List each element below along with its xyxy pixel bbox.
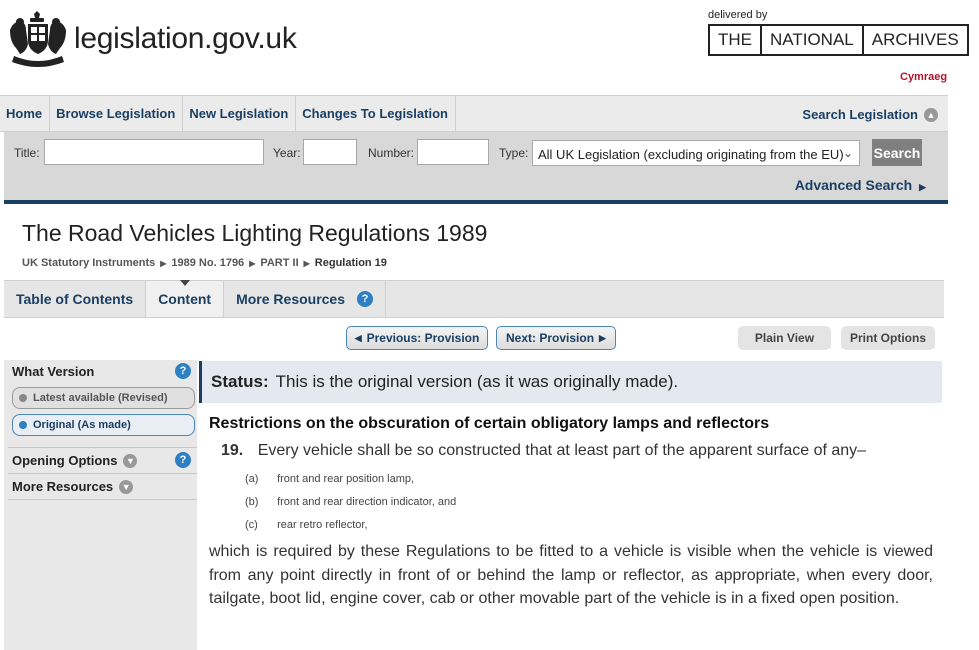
status-label: Status: bbox=[211, 372, 269, 391]
nav-item-new[interactable]: New Legislation bbox=[183, 95, 296, 132]
regulation-number: 19. bbox=[221, 442, 244, 459]
opening-options-label: Opening Options bbox=[12, 453, 118, 468]
next-provision-label: Next: Provision bbox=[506, 331, 595, 345]
type-select[interactable] bbox=[532, 140, 860, 166]
royal-coat-of-arms-icon bbox=[4, 10, 72, 68]
search-legislation-toggle[interactable] bbox=[802, 96, 938, 133]
site-name: legislation.gov.uk bbox=[74, 22, 297, 55]
question-mark-icon[interactable]: ? bbox=[357, 291, 373, 307]
opening-options-toggle[interactable] bbox=[12, 453, 137, 468]
more-resources-label: More Resources bbox=[12, 479, 114, 494]
status-text: This is the original version (as it was originally made). bbox=[275, 372, 679, 391]
triangle-right-icon: ▶ bbox=[303, 258, 310, 268]
nav-item-home[interactable]: Home bbox=[0, 95, 50, 132]
advanced-search-label: Advanced Search bbox=[794, 177, 913, 193]
tab-bar bbox=[4, 280, 944, 318]
item-label: (a) bbox=[245, 473, 259, 485]
item-label: (b) bbox=[245, 496, 259, 508]
breadcrumb-item[interactable]: 1989 No. 1796 bbox=[171, 257, 245, 269]
triangle-left-icon: ◀ bbox=[354, 332, 362, 343]
section-heading: Restrictions on the obscuration of certain obligatory lamps and reflectors bbox=[209, 415, 770, 432]
number-input[interactable] bbox=[417, 139, 489, 165]
item-text: front and rear position lamp, bbox=[277, 473, 415, 485]
breadcrumb-item-current: Regulation 19 bbox=[314, 257, 387, 269]
regulation-body-text: which is required by these Regulations to be fitted to a vehicle is visible when the vehicle is viewed from any point directly in front of or behind the lamp or reflector, as appropriate, when every door, tailgate, boot lid, engine cover, cab or other movable part of the vehicle is in a fixed open position. bbox=[209, 543, 933, 607]
divider bbox=[8, 447, 197, 448]
breadcrumb-item[interactable]: PART II bbox=[260, 257, 299, 269]
breadcrumb-item[interactable]: UK Statutory Instruments bbox=[22, 257, 156, 269]
item-label: (c) bbox=[245, 519, 258, 531]
chevron-down-icon: ▼ bbox=[119, 480, 133, 494]
list-item bbox=[245, 496, 456, 508]
regulation-line bbox=[221, 442, 866, 460]
search-panel bbox=[4, 132, 948, 204]
item-text: rear retro reflector, bbox=[277, 519, 368, 531]
tab-table-of-contents[interactable]: Table of Contents bbox=[4, 281, 146, 317]
tab-content[interactable]: Content bbox=[146, 281, 224, 317]
type-select-value: All UK Legislation (excluding originating from the EU) bbox=[538, 147, 844, 162]
year-label: Year: bbox=[273, 146, 301, 160]
type-label: Type: bbox=[499, 146, 529, 160]
language-link[interactable]: Cymraeg bbox=[900, 71, 948, 83]
triangle-right-icon: ▶ bbox=[919, 182, 926, 192]
tna-word: ARCHIVES bbox=[871, 30, 959, 49]
triangle-right-icon: ▶ bbox=[599, 332, 606, 343]
chevron-down-icon: ▼ bbox=[123, 454, 137, 468]
tab-more-resources[interactable] bbox=[224, 281, 386, 317]
breadcrumb bbox=[22, 257, 387, 269]
triangle-right-icon: ▶ bbox=[249, 258, 256, 268]
triangle-right-icon: ▶ bbox=[160, 258, 167, 268]
search-legislation-label: Search Legislation bbox=[802, 107, 918, 122]
radio-dot-icon bbox=[19, 394, 27, 402]
version-original-option[interactable] bbox=[12, 414, 195, 436]
print-options-button[interactable]: Print Options bbox=[841, 326, 935, 350]
list-item bbox=[245, 519, 368, 531]
circle-arrow-icon: ▲ bbox=[924, 108, 938, 122]
site-logo[interactable] bbox=[4, 10, 297, 68]
more-resources-toggle[interactable] bbox=[12, 479, 133, 494]
national-archives-logo[interactable] bbox=[708, 24, 969, 56]
page-title: The Road Vehicles Lighting Regulations 1989 bbox=[22, 220, 488, 246]
number-label: Number: bbox=[368, 146, 415, 160]
tab-label: More Resources bbox=[236, 291, 346, 307]
year-input[interactable] bbox=[303, 139, 357, 165]
previous-provision-button[interactable] bbox=[346, 326, 488, 350]
search-button[interactable]: Search bbox=[872, 139, 922, 166]
what-version-heading: What Version bbox=[12, 364, 95, 379]
tna-word: THE bbox=[710, 26, 762, 54]
divider bbox=[8, 499, 197, 500]
version-latest-option[interactable] bbox=[12, 387, 195, 409]
previous-provision-label: Previous: Provision bbox=[366, 331, 480, 345]
question-mark-icon[interactable]: ? bbox=[175, 452, 191, 468]
advanced-search-link[interactable] bbox=[795, 177, 926, 193]
title-label: Title: bbox=[14, 146, 40, 160]
sidebar bbox=[4, 360, 197, 650]
version-latest-label: Latest available (Revised) bbox=[33, 392, 168, 404]
divider bbox=[8, 473, 197, 474]
main-nav bbox=[0, 95, 948, 132]
delivered-by-label: delivered by bbox=[708, 9, 768, 21]
nav-item-changes[interactable]: Changes To Legislation bbox=[296, 95, 456, 132]
item-text: front and rear direction indicator, and bbox=[277, 496, 457, 508]
version-original-label: Original (As made) bbox=[33, 419, 131, 431]
regulation-text: Every vehicle shall be so constructed that at least part of the apparent surface of any– bbox=[257, 442, 867, 459]
tna-word: NATIONAL bbox=[762, 26, 864, 54]
radio-dot-icon bbox=[19, 421, 27, 429]
plain-view-button[interactable]: Plain View bbox=[738, 326, 831, 350]
question-mark-icon[interactable]: ? bbox=[175, 363, 191, 379]
chevron-down-icon: ⌄ bbox=[842, 146, 853, 160]
nav-item-browse[interactable]: Browse Legislation bbox=[50, 95, 183, 132]
next-provision-button[interactable] bbox=[496, 326, 616, 350]
status-bar bbox=[199, 361, 942, 403]
list-item bbox=[245, 473, 414, 485]
title-input[interactable] bbox=[44, 139, 264, 165]
